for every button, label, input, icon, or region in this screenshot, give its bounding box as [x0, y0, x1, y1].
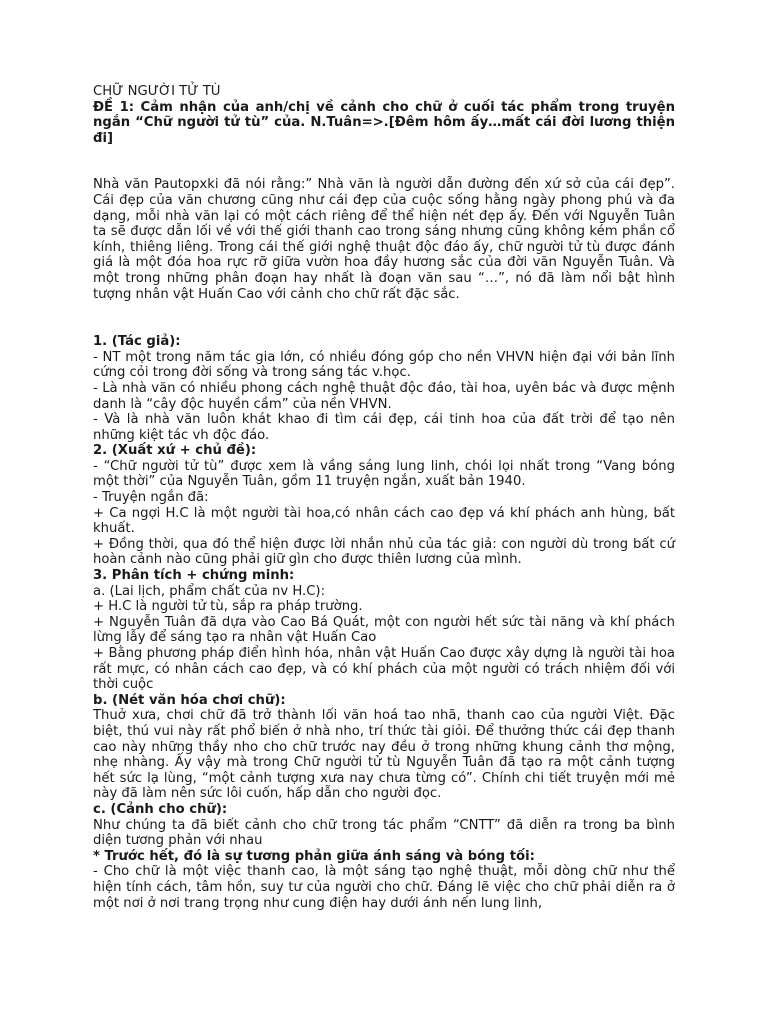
section-c-last: - Cho chữ là một việc thanh cao, là một sáng tạo nghệ thuật, mỗi dòng chữ như thể hiện tính cách, tâm hồn, suy tư của người cho chữ. Đáng lẽ việc cho chữ phải diễn ra ở một nơi ở nơi trang trọng như cung điện hay dưới ánh nến lung linh, — [93, 864, 675, 911]
spacer — [93, 302, 675, 334]
spacer — [93, 146, 675, 177]
section-b-text: Thuở xưa, chơi chữ đã trở thành lối văn hoá tao nhã, thanh cao của người Việt. Đặc biệt, thú vui này rất phổ biến ở nhà nho, trí thức tài giỏi. Để thưởng thức cái đẹp thanh cao này những thầy nho cho chữ trước nay đều ở trong những khung cảnh thơ mộng, nhẹ nhàng. Ấy vậy mà trong Chữ người tử tù Nguyễn Tuân đã tạo ra một cảnh tượng hết sức lạ lùng, “một cảnh tượng xưa nay chưa từng có”. Chính chi tiết truyện mới mẻ này đã làm nên sức lôi cuốn, hấp dẫn cho người đọc. — [93, 708, 675, 802]
section-3-line: + Nguyễn Tuân đã dựa vào Cao Bá Quát, một con người hết sức tài năng và khí phách lừng lẫy để sáng tạo ra nhân vật Huấn Cao — [93, 614, 675, 646]
document-page — [93, 84, 675, 911]
section-3-line: a. (Lai lịch, phẩm chất của nv H.C): — [93, 583, 326, 599]
section-1-heading: 1. (Tác giả): — [93, 334, 181, 350]
section-c-heading: c. (Cảnh cho chữ): — [93, 801, 228, 817]
section-1-line: - NT một trong năm tác gia lớn, có nhiều đóng góp cho nền VHVN hiện đại với bản lĩnh cứng cỏi trong đời sống và trong sáng tác v.học. — [93, 349, 675, 381]
document-title: CHỮ NGƯỜI TỬ TÙ — [93, 84, 221, 99]
section-2-line: + Đồng thời, qua đó thể hiện được lời nhắn nhủ của tác giả: con người dù trong bất cứ hoàn cảnh nào cũng phải giữ gìn cho được thiên lương của mình. — [93, 536, 675, 568]
section-1-line: - Là nhà văn có nhiều phong cách nghệ thuật độc đáo, tài hoa, uyên bác và được mệnh danh là “cây độc huyền cầm” của nền VHVN. — [93, 380, 675, 412]
topic-heading: ĐỀ 1: Cảm nhận của anh/chị về cảnh cho chữ ở cuối tác phẩm trong truyện ngắn “Chữ người tử tù” của. N.Tuân=>.[Đêm hôm ấy…mất cái đời lương thiện đi] — [93, 99, 675, 146]
section-c-subheading: * Trước hết, đó là sự tương phản giữa ánh sáng và bóng tối: — [93, 848, 535, 864]
section-2-heading: 2. (Xuất xứ + chủ đề): — [93, 443, 257, 459]
intro-paragraph: Nhà văn Pautopxki đã nói rằng:” Nhà văn là người dẫn đường đến xứ sở của cái đẹp”. Cái đẹp của văn chương cũng như cái đẹp của cuộc sống hằng ngày phong phú và đa dạng, mỗi nhà văn lại có một cách riêng để thể hiện nét đẹp ấy. Đến với Nguyễn Tuân ta sẽ được dẫn lối về với thế giới thanh cao trong sáng nhưng cũng không kém phần cổ kính, thiêng liêng. Trong cái thế giới nghệ thuật độc đáo ấy, chữ người tử tù được đánh giá là một đóa hoa rực rỡ giữa vườn hoa đầy hương sắc của đời văn Nguyễn Tuân. Và một trong những phân đoạn hay nhất là đoạn văn sau “…”, nó đã làm nổi bật hình tượng nhân vật Huấn Cao với cảnh cho chữ rất đặc sắc. — [93, 177, 675, 302]
section-3-line: + H.C là người tử tù, sắp ra pháp trường. — [93, 599, 363, 615]
section-c-text: Như chúng ta đã biết cảnh cho chữ trong tác phẩm “CNTT” đã diễn ra trong ba bình diện tương phản với nhau — [93, 817, 675, 849]
section-b-heading: b. (Nét văn hóa chơi chữ): — [93, 692, 286, 708]
section-2-line: - Truyện ngắn đã: — [93, 490, 209, 506]
section-3-line: + Bằng phương pháp điển hình hóa, nhân vật Huấn Cao được xây dựng là người tài hoa rất mực, có nhân cách cao đẹp, và có khí phách của một người có trách nhiệm đối với thời cuộc — [93, 646, 675, 693]
section-1-line: - Và là nhà văn luôn khát khao đi tìm cái đẹp, cái tinh hoa của đất trời để tạo nên những kiệt tác vh độc đáo. — [93, 412, 675, 443]
section-2-line: - “Chữ người tử tù” được xem là vầng sáng lung linh, chói lọi nhất trong “Vang bóng một thời” của Nguyễn Tuân, gồm 11 truyện ngắn, xuất bản 1940. — [93, 458, 675, 490]
section-2-line: + Ca ngợi H.C là một người tài hoa,có nhân cách cao đẹp vá khí phách anh hùng, bất khuất. — [93, 505, 675, 537]
section-3-heading: 3. Phân tích + chứng minh: — [93, 568, 295, 584]
